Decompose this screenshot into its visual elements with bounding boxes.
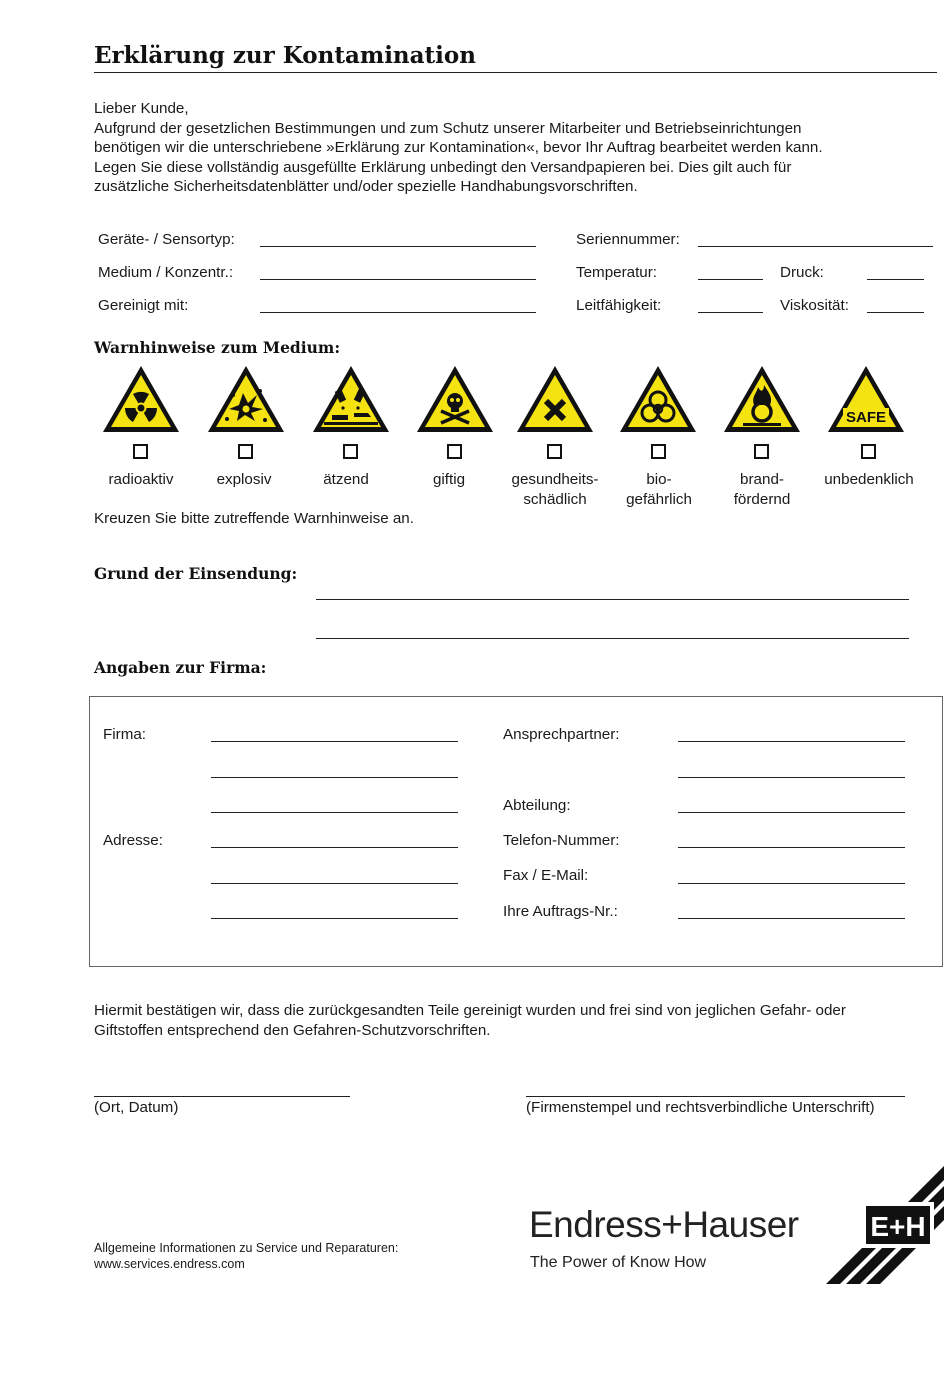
- warning-label: explosiv: [216, 471, 272, 488]
- radioactive-icon: [100, 363, 182, 435]
- pressure-label: Druck:: [780, 264, 824, 281]
- warnings-instruction: Kreuzen Sie bitte zutreffende Warnhinweise an.: [94, 510, 414, 527]
- warning-label: giftig: [432, 471, 466, 488]
- toxic-icon: [414, 363, 496, 435]
- checkbox-explosive[interactable]: [238, 444, 253, 459]
- medium-field[interactable]: [260, 279, 536, 280]
- corrosive-icon: [310, 363, 392, 435]
- biohazard-icon: [617, 363, 699, 435]
- warning-label: brand- fördernd: [733, 471, 791, 508]
- confirmation-line: Giftstoffen entsprechend den Gefahren-Schutzvorschriften.: [94, 1021, 491, 1039]
- firma-field[interactable]: [211, 741, 458, 742]
- address-label: Adresse:: [103, 832, 163, 849]
- harmful-icon: [514, 363, 596, 435]
- reason-heading: Grund der Einsendung:: [94, 564, 298, 583]
- intro-line: benötigen wir die unterschriebene »Erklärung zur Kontamination«, bevor Ihr Auftrag bearbeitet werden kann.: [94, 139, 823, 157]
- brand-slogan: The Power of Know How: [530, 1254, 707, 1271]
- footer-info: [94, 1240, 398, 1272]
- signature-field[interactable]: [526, 1096, 905, 1097]
- viscosity-field[interactable]: [867, 312, 924, 313]
- serial-label: Seriennummer:: [576, 231, 680, 248]
- reason-field[interactable]: [316, 638, 909, 639]
- reason-field[interactable]: [316, 599, 909, 600]
- firma-field[interactable]: [211, 812, 458, 813]
- fax-field[interactable]: [678, 883, 905, 884]
- checkbox-biohazard[interactable]: [651, 444, 666, 459]
- fax-label: Fax / E-Mail:: [503, 867, 589, 884]
- page-title: Erklärung zur Kontamination: [94, 42, 476, 69]
- safe-sign-text: SAFE: [845, 409, 887, 426]
- footer-info-text: Allgemeine Informationen zu Service und Reparaturen:: [94, 1241, 399, 1255]
- title-divider: [94, 72, 937, 73]
- firma-field[interactable]: [211, 777, 458, 778]
- address-field[interactable]: [211, 918, 458, 919]
- phone-field[interactable]: [678, 847, 905, 848]
- firma-label: Firma:: [103, 726, 147, 743]
- checkbox-safe[interactable]: [861, 444, 876, 459]
- temperature-field[interactable]: [698, 279, 763, 280]
- confirmation-line: Hiermit bestätigen wir, dass die zurückgesandten Teile gereinigt wurden und frei sind von jeglichen Gefahr- oder: [94, 1002, 846, 1019]
- oxidizing-icon: [721, 363, 803, 435]
- address-field[interactable]: [211, 883, 458, 884]
- serial-field[interactable]: [698, 246, 933, 247]
- device-type-field[interactable]: [260, 246, 536, 247]
- explosive-icon: [205, 363, 287, 435]
- signature-label: (Firmenstempel und rechtsverbindliche Unterschrift): [526, 1099, 875, 1116]
- warnings-heading: Warnhinweise zum Medium:: [94, 338, 341, 357]
- intro-line: Lieber Kunde,: [94, 100, 189, 117]
- warning-label: unbedenklich: [824, 471, 914, 488]
- device-type-label: Geräte- / Sensortyp:: [98, 231, 235, 248]
- warning-label: bio- gefährlich: [626, 471, 692, 508]
- viscosity-label: Viskosität:: [780, 297, 849, 314]
- warning-label: gesundheits- schädlich: [511, 471, 599, 508]
- phone-label: Telefon-Nummer:: [503, 832, 620, 849]
- contact-label: Ansprechpartner:: [503, 726, 620, 743]
- pressure-field[interactable]: [867, 279, 924, 280]
- confirmation-text: [94, 1001, 944, 1040]
- contact-field[interactable]: [678, 741, 905, 742]
- logo-text: E+H: [870, 1211, 926, 1242]
- department-label: Abteilung:: [503, 797, 571, 814]
- intro-line: Aufgrund der gesetzlichen Bestimmungen und zum Schutz unserer Mitarbeiter und Betriebseinrichtungen: [94, 119, 802, 137]
- checkbox-oxidizing[interactable]: [754, 444, 769, 459]
- order-label: Ihre Auftrags-Nr.:: [503, 903, 618, 920]
- safe-icon: [825, 363, 907, 435]
- company-heading: Angaben zur Firma:: [94, 658, 267, 677]
- footer-url[interactable]: www.services.endress.com: [94, 1257, 245, 1271]
- address-field[interactable]: [211, 847, 458, 848]
- order-field[interactable]: [678, 918, 905, 919]
- contact-field[interactable]: [678, 777, 905, 778]
- place-date-field[interactable]: [94, 1096, 350, 1097]
- warning-label: radioaktiv: [108, 471, 174, 488]
- conductivity-field[interactable]: [698, 312, 763, 313]
- place-date-label: (Ort, Datum): [94, 1099, 179, 1116]
- intro-line: Legen Sie diese vollständig ausgefüllte Erklärung unbedingt den Versandpapieren bei. Dies gilt auch für: [94, 158, 792, 176]
- checkbox-corrosive[interactable]: [343, 444, 358, 459]
- cleaned-field[interactable]: [260, 312, 536, 313]
- endress-hauser-logo: [826, 1166, 944, 1285]
- checkbox-radioactive[interactable]: [133, 444, 148, 459]
- checkbox-toxic[interactable]: [447, 444, 462, 459]
- cleaned-label: Gereinigt mit:: [98, 297, 189, 314]
- conductivity-label: Leitfähigkeit:: [576, 297, 662, 314]
- checkbox-harmful[interactable]: [547, 444, 562, 459]
- intro-text: [94, 99, 944, 197]
- brand-name: Endress+Hauser: [529, 1204, 799, 1245]
- temperature-label: Temperatur:: [576, 264, 658, 281]
- warning-label: ätzend: [323, 471, 369, 488]
- intro-line: zusätzliche Sicherheitsdatenblätter und/oder spezielle Handhabungsvorschriften.: [94, 178, 638, 196]
- medium-label: Medium / Konzentr.:: [98, 264, 234, 281]
- department-field[interactable]: [678, 812, 905, 813]
